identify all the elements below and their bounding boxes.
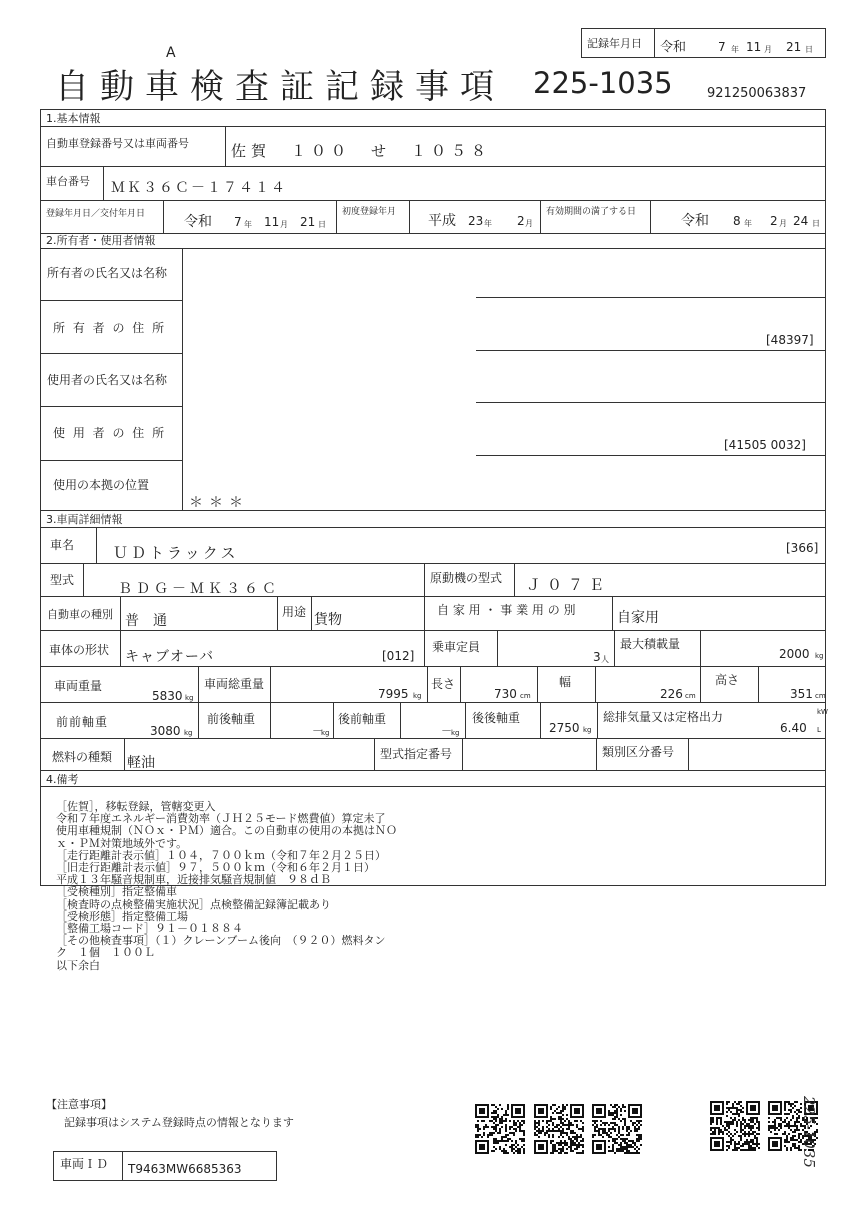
vehicle-id-label: 車両ＩＤ: [60, 1157, 109, 1171]
first-reg-label: 初度登録年月: [342, 207, 397, 217]
first-reg-era: 平成: [428, 213, 456, 229]
unit-kg: kg: [815, 652, 824, 660]
vehicle-name-label: 車名: [50, 538, 75, 552]
notes-title: 【注意事項】: [46, 1098, 112, 1111]
remarks-line: 以下余白: [56, 958, 100, 972]
section-4-title: 4.備考: [46, 773, 79, 786]
unit-year: 年: [744, 219, 752, 228]
displacement-value: 6.40: [780, 721, 807, 735]
width-value: 226: [660, 687, 683, 701]
user-addr-label: 使 用 者 の 住 所: [53, 426, 167, 440]
reg-date-era: 令和: [184, 214, 212, 230]
height-value: 351: [790, 687, 813, 701]
height-label: 高さ: [715, 673, 740, 687]
length-value: 730: [494, 687, 517, 701]
unit-cm: cm: [520, 692, 531, 700]
expiry-era: 令和: [681, 213, 709, 229]
reg-date-month: 11: [264, 215, 280, 229]
remarks-line: ［受検種別］指定整備車: [56, 885, 177, 899]
rf-axle-label: 後前軸重: [338, 712, 387, 726]
unit-liter: L: [817, 726, 821, 734]
unit-kg: kg: [185, 694, 194, 702]
unit-kg: kg: [451, 729, 460, 737]
fuel-value: 軽油: [127, 755, 155, 771]
engine-value: Ｊ０７Ｅ: [526, 576, 611, 594]
unit-kg: kg: [413, 692, 422, 700]
ff-axle-label: 前前軸重: [56, 715, 109, 729]
notes-text: 記録事項はシステム登録時点の情報となります: [64, 1116, 294, 1129]
remarks-line: ク １個 １００Ｌ: [56, 946, 155, 960]
section-1-title: 1.基本情報: [46, 112, 101, 125]
document-title: 自動車検査証記録事項: [55, 67, 505, 107]
ff-axle-value: 3080: [150, 724, 181, 738]
remarks-line: ［受検形態］指定整備工場: [56, 909, 188, 923]
serial-number: 921250063837: [707, 86, 807, 101]
fr-axle-value: －: [312, 724, 323, 737]
remarks-line: 令和７年度エネルギー消費効率（ＪＨ２５モード燃費値）算定未了: [56, 812, 386, 826]
kind-label: 自動車の種別: [47, 608, 113, 621]
remarks-line: ［佐賀］，移転登録，管轄変更入: [56, 800, 216, 813]
expiry-year: 8: [733, 214, 741, 228]
first-reg-year: 23: [468, 214, 484, 228]
corner-mark: A: [166, 45, 176, 61]
use-value: 貨物: [314, 612, 342, 628]
unit-kg: kg: [583, 726, 592, 734]
owner-addr-label: 所 有 者 の 住 所: [53, 321, 167, 335]
expiry-month: 2: [770, 214, 778, 228]
vehicle-id-value: T9463MW6685363: [128, 1162, 242, 1176]
unit-kg: kg: [321, 729, 330, 737]
expiry-label: 有効期間の満了する日: [546, 207, 637, 217]
unit-cm: cm: [815, 692, 826, 700]
qr-code-icon: [710, 1101, 760, 1151]
user-name-label: 使用者の氏名又は名称: [47, 373, 168, 387]
handwritten-number: 225-1035: [533, 66, 673, 100]
designation-label: 型式指定番号: [380, 747, 453, 761]
unit-year: 年: [484, 219, 492, 228]
unit-year: 年: [731, 45, 739, 54]
max-load-value: 2000: [779, 647, 810, 661]
capacity-label: 乗車定員: [432, 640, 481, 654]
remarks-line: ［旧走行距離計表示値］９７，５００ｋｍ（令和６年２月１日）: [56, 861, 375, 875]
side-handwriting: 225-1035: [800, 1096, 818, 1168]
private-label: 自 家 用 ・ 事 業 用 の 別: [437, 603, 576, 617]
qr-code-icon: [592, 1104, 642, 1154]
reg-date-day: 21: [300, 215, 316, 229]
remarks-line: ［その他検査事項］（１）クレーンブーム後向 （９２０）燃料タン: [56, 934, 386, 948]
owner-addr-code: [48397]: [766, 333, 814, 347]
first-reg-month: 2: [517, 214, 525, 228]
model-label: 型式: [50, 573, 75, 587]
reg-no-value: 佐賀 １００ せ １０５８: [231, 142, 492, 160]
weight-label: 車両重量: [54, 679, 103, 693]
qr-code-icon: [534, 1104, 584, 1154]
shape-code: [012]: [382, 649, 415, 663]
unit-cm: cm: [685, 692, 696, 700]
section-2-title: 2.所有者・使用者情報: [46, 234, 156, 247]
reg-no-label: 自動車登録番号又は車両番号: [46, 137, 189, 150]
category-label: 類別区分番号: [602, 745, 675, 759]
record-date-year: 7: [718, 40, 726, 54]
model-value: ＢＤＧ－ＭＫ３６Ｃ: [118, 581, 280, 597]
reg-date-year: 7: [234, 215, 242, 229]
qr-code-icon: [475, 1104, 525, 1154]
record-date-era: 令和: [660, 40, 687, 55]
chassis-label: 車台番号: [46, 175, 90, 188]
remarks-line: ［整備工場コード］９１－０１８８４: [56, 922, 243, 936]
section-3-title: 3.車両詳細情報: [46, 513, 123, 526]
unit-month: 月: [764, 45, 772, 54]
capacity-value: 3: [593, 650, 601, 664]
width-label: 幅: [559, 675, 572, 689]
shape-value: キャブオーバ: [125, 649, 215, 665]
shape-label: 車体の形状: [49, 643, 110, 657]
unit-kg: kg: [184, 729, 193, 737]
expiry-day: 24: [793, 214, 809, 228]
record-date-month: 11: [746, 40, 762, 54]
remarks-line: ［検査時の点検整備実施状況］点検整備記録簿記載あり: [56, 897, 331, 911]
unit-month: 月: [525, 219, 533, 228]
rr-axle-value: 2750: [549, 721, 580, 735]
unit-day: 日: [318, 220, 326, 229]
unit-day: 日: [812, 219, 820, 228]
remarks-line: 使用車種規制（ＮＯｘ・ＰＭ）適合。この自動車の使用の本拠はＮＯ: [56, 824, 397, 838]
owner-name-label: 所有者の氏名又は名称: [47, 266, 168, 280]
unit-year: 年: [244, 220, 252, 229]
displacement-label: 総排気量又は定格出力: [603, 710, 724, 724]
fuel-label: 燃料の種類: [52, 750, 113, 764]
vehicle-name-value: ＵＤトラックス: [113, 544, 239, 562]
record-date-day: 21: [786, 40, 802, 54]
chassis-value: ＭＫ３６Ｃ－１７４１４: [111, 180, 287, 196]
user-addr-code: [41505 0032]: [724, 438, 806, 452]
gross-value: 7995: [378, 687, 409, 701]
record-date-label: 記録年月日: [587, 37, 642, 50]
use-label: 用途: [282, 605, 307, 619]
private-value: 自家用: [617, 610, 659, 626]
base-location-value: ＊＊＊: [189, 495, 249, 511]
length-label: 長さ: [431, 677, 456, 691]
engine-label: 原動機の型式: [430, 571, 503, 585]
remarks-line: 平成１３年騒音規制車，近接排気騒音規制値 ９８ｄＢ: [56, 873, 331, 887]
vehicle-name-code: [366]: [786, 541, 819, 555]
gross-label: 車両総重量: [204, 677, 265, 691]
remarks-text: [56, 801, 816, 972]
remarks-line: ［走行距離計表示値］１０４，７００ｋｍ（令和７年２月２５日）: [56, 848, 386, 862]
max-load-label: 最大積載量: [620, 637, 681, 651]
fr-axle-label: 前後軸重: [207, 712, 256, 726]
unit-kw: kW: [817, 708, 828, 716]
unit-person: 人: [601, 655, 609, 664]
unit-month: 月: [779, 219, 787, 228]
reg-date-label: 登録年月日／交付年月日: [46, 209, 146, 219]
unit-month: 月: [280, 220, 288, 229]
remarks-line: ｘ・ＰＭ対策地域外です。: [56, 836, 188, 850]
base-location-label: 使用の本拠の位置: [53, 478, 150, 492]
rr-axle-label: 後後軸重: [472, 711, 521, 725]
kind-value: 普 通: [125, 613, 167, 629]
unit-day: 日: [805, 45, 813, 54]
weight-value: 5830: [152, 689, 183, 703]
rf-axle-value: －: [441, 724, 452, 737]
